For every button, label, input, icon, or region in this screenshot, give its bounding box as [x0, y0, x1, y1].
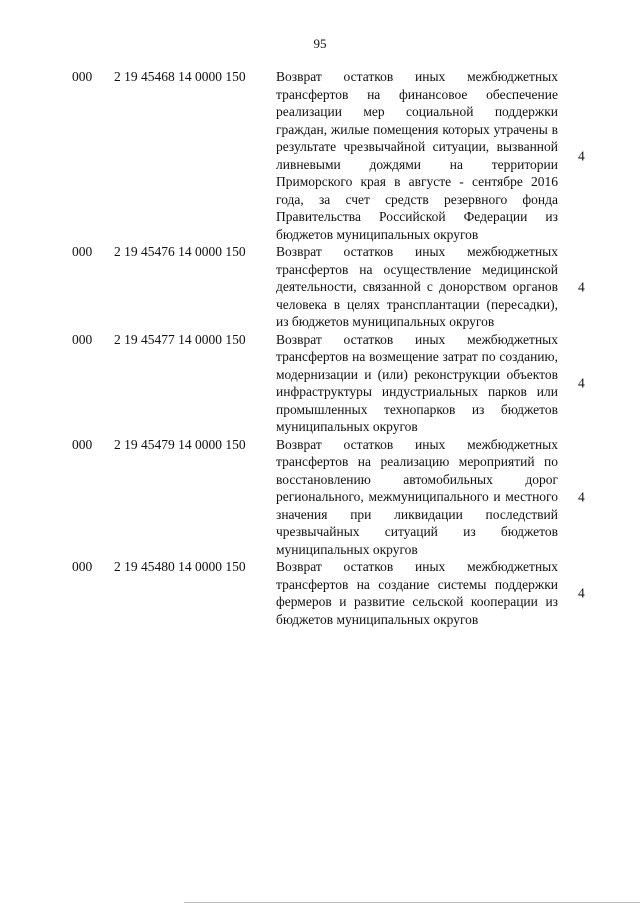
income-description: Возврат остатков иных межбюджетных трансфертов на финансовое обеспечение реализации мер социальной поддержки граждан, жилые помещения которых утрачены в результате чрезвычайной ситуации, вызванной ливневыми дождями на территории Приморского края в августе - сентябре 2016 года, за счет средств резервного фонда Правительства Российской Федерации из бюджетов муниципальных округов	[276, 69, 558, 242]
amount-value: 4	[578, 585, 585, 601]
budget-classification-code: 2 19 45480 14 0000 150	[114, 559, 246, 574]
income-description: Возврат остатков иных межбюджетных трансфертов на создание системы поддержки фермеров и развитие сельской кооперации из бюджетов муниципальных округов	[276, 559, 558, 627]
budget-code-table	[0, 68, 640, 628]
table-row	[0, 436, 640, 559]
scan-edge-line	[184, 902, 640, 903]
table-row	[0, 243, 640, 331]
admin-code: 000	[72, 559, 93, 574]
table-row	[0, 68, 640, 243]
budget-classification-code: 2 19 45468 14 0000 150	[114, 69, 246, 84]
admin-code: 000	[72, 69, 93, 84]
budget-classification-code: 2 19 45477 14 0000 150	[114, 331, 246, 347]
amount-value: 4	[578, 279, 585, 294]
income-description: Возврат остатков иных межбюджетных трансфертов на осуществление медицинской деятельности, связанной с донорством органов человека в целях трансплантации (пересадки), из бюджетов муниципальных округов	[276, 244, 558, 329]
amount-value: 4	[578, 489, 585, 504]
income-description: Возврат остатков иных межбюджетных трансфертов на возмещение затрат по созданию, модернизации и (или) реконструкции объектов инфраструктуры индустриальных парков или промышленных технопарков из бюджетов муниципальных округов	[276, 331, 558, 434]
amount-value: 4	[578, 147, 585, 163]
page-number: 95	[313, 36, 327, 51]
table-row	[0, 558, 640, 628]
income-description: Возврат остатков иных межбюджетных трансфертов на реализацию мероприятий по восстановлению автомобильных дорог регионального, межмуниципального и местного значения при ликвидации последствий чрезвычайных ситуаций из бюджетов муниципальных округов	[276, 436, 558, 557]
admin-code: 000	[72, 436, 93, 452]
table-row	[0, 331, 640, 436]
admin-code: 000	[72, 244, 93, 259]
admin-code: 000	[72, 331, 93, 347]
amount-value: 4	[578, 375, 585, 391]
budget-classification-code: 2 19 45476 14 0000 150	[114, 244, 246, 259]
budget-classification-code: 2 19 45479 14 0000 150	[114, 436, 246, 452]
